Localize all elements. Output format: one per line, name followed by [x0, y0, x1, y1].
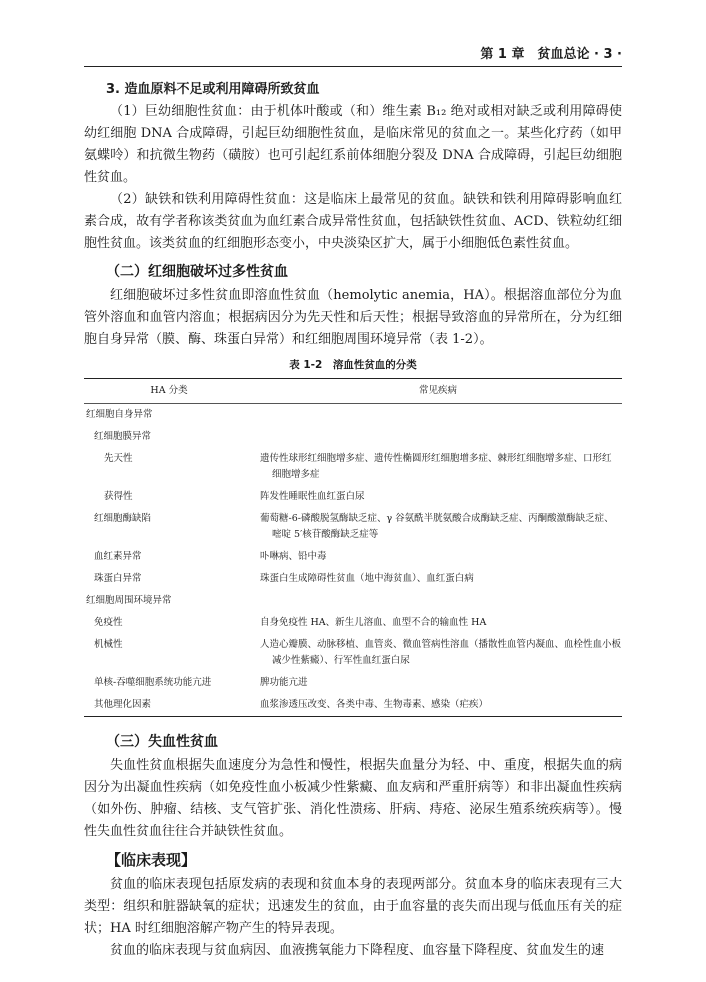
table-row [84, 590, 622, 612]
table-row [84, 694, 622, 717]
table-cell: 机械性 [94, 639, 123, 650]
clinical-title: 【临床表现】 [106, 851, 197, 869]
table-cell: 获得性 [104, 491, 133, 502]
paragraph: 贫血的临床表现包括原发病的表现和贫血本身的表现两部分。贫血本身的临床表现有三大类型：组织和脏器缺氧的症状；迅速发生的贫血，由于血容量的丧失而出现与低血压有关的症状；HA 时红细胞溶解产物产生的特异表现。 [84, 877, 622, 936]
cell-line: 细胞增多症 [272, 469, 320, 480]
table-cell: 卟啉病、铅中毒 [260, 551, 327, 562]
paragraph: 失血性贫血根据失血速度分为急性和慢性，根据失血量分为轻、中、重度，根据失血的病因分为出凝血性疾病（如免疫性血小板减少性紫癜、血友病和严重肝病等）和非出凝血性疾病（如外伤、肿瘤、结核、支气管扩张、消化性溃疡、肝病、痔疮、泌尿生殖系统疾病等）。慢性失血性贫血往往合并缺铁性贫血。 [84, 758, 622, 839]
paragraph: 贫血的临床表现与贫血病因、血液携氧能力下降程度、血容量下降程度、贫血发生的速 [110, 943, 605, 958]
table-header-row [84, 379, 622, 404]
table-cell: 血红素异常 [94, 551, 142, 562]
cell-line: 人造心瓣膜、动脉移植、血管炎、微血管病性溶血（播散性血管内凝血、血栓性血小板 [260, 639, 622, 650]
table-row [84, 568, 622, 590]
table-cell: 脾功能亢进 [260, 677, 308, 688]
table-cell [254, 634, 622, 672]
table-cell: 阵发性睡眠性血红蛋白尿 [260, 491, 365, 502]
table-cell: 自身免疫性 HA、新生儿溶血、血型不合的输血性 HA [260, 617, 487, 628]
table-cell: 红细胞酶缺陷 [94, 513, 152, 524]
table-cell: 免疫性 [94, 617, 123, 628]
section-3-title: 3. 造血原料不足或利用障碍所致贫血 [106, 82, 320, 97]
cell-line: 遗传性球形红细胞增多症、遗传性椭圆形红细胞增多症、棘形红细胞增多症、口形红 [260, 453, 612, 464]
table-row [84, 404, 622, 427]
table-header-cell: HA 分类 [150, 385, 188, 396]
section-blood-loss-title: （三）失血性贫血 [106, 734, 218, 750]
table-row [84, 634, 622, 672]
table-row [84, 508, 622, 546]
table-cell: 珠蛋白生成障碍性贫血（地中海贫血）、血红蛋白病 [260, 573, 474, 584]
cell-line: 嘧啶 5′核苷酸酶缺乏症等 [272, 529, 379, 540]
table-cell: 红细胞膜异常 [94, 431, 152, 442]
table-row [84, 546, 622, 568]
table-row [84, 426, 622, 448]
paragraph: 红细胞破坏过多性贫血即溶血性贫血（hemolytic anemia，HA）。根据溶血部位分为血管外溶血和血管内溶血；根据病因分为先天性和后天性；根据导致溶血的异常所在，分为红细胞自身异常（膜、酶、珠蛋白异常）和红细胞周围环境异常（表 1-2）。 [84, 288, 622, 347]
table-cell: 血浆渗透压改变、各类中毒、生物毒素、感染（疟疾） [260, 699, 489, 710]
page-header [84, 40, 622, 67]
page-content [84, 74, 622, 962]
table-cell: 珠蛋白异常 [94, 573, 142, 584]
table-cell [254, 508, 622, 546]
table-cell [254, 426, 622, 448]
table-cell: 其他理化因素 [94, 699, 152, 710]
table-header-cell: 常见疾病 [418, 385, 457, 396]
table-caption: 表 1-2 溶血性贫血的分类 [289, 359, 417, 371]
classification-table [84, 378, 622, 717]
table-cell: 红细胞周围环境异常 [86, 595, 172, 606]
table-row [84, 672, 622, 694]
paragraph: （2）缺铁和铁利用障碍性贫血：这是临床上最常见的贫血。缺铁和铁利用障碍影响血红素合成，故有学者称该类贫血为血红素合成异常性贫血，包括缺铁性贫血、ACD、铁粒幼红细胞性贫血。该类贫血的红细胞形态变小，中央淡染区扩大，属于小细胞低色素性贫血。 [84, 192, 622, 251]
table-row [84, 612, 622, 634]
section-hemolytic-title: （二）红细胞破坏过多性贫血 [106, 264, 288, 280]
cell-line: 减少性紫癜）、行军性血红蛋白尿 [272, 655, 410, 666]
table-cell: 单核-吞噬细胞系统功能亢进 [94, 677, 212, 688]
paragraph: （1）巨幼细胞性贫血：由于机体叶酸或（和）维生素 B₁₂ 绝对或相对缺乏或利用障碍使幼红细胞 DNA 合成障碍，引起巨幼细胞性贫血，是临床常见的贫血之一。某些化疗药（如甲氨蝶呤）和抗微生物药（磺胺）也可引起红系前体细胞分裂及 DNA 合成障碍，引起巨幼细胞性贫血。 [84, 104, 622, 185]
table-cell [254, 590, 622, 612]
header-text: 第 1 章 贫血总论 · 3 · [480, 47, 622, 62]
table-row [84, 448, 622, 486]
cell-line: 葡萄糖-6-磷酸脱氢酶缺乏症、γ 谷氨酰半胱氨酸合成酶缺乏症、丙酮酸激酶缺乏症、 [260, 513, 614, 524]
table-cell: 先天性 [104, 453, 133, 464]
table-row [84, 486, 622, 508]
table-cell [254, 404, 622, 427]
table-cell: 红细胞自身异常 [86, 409, 153, 420]
table-cell [254, 448, 622, 486]
